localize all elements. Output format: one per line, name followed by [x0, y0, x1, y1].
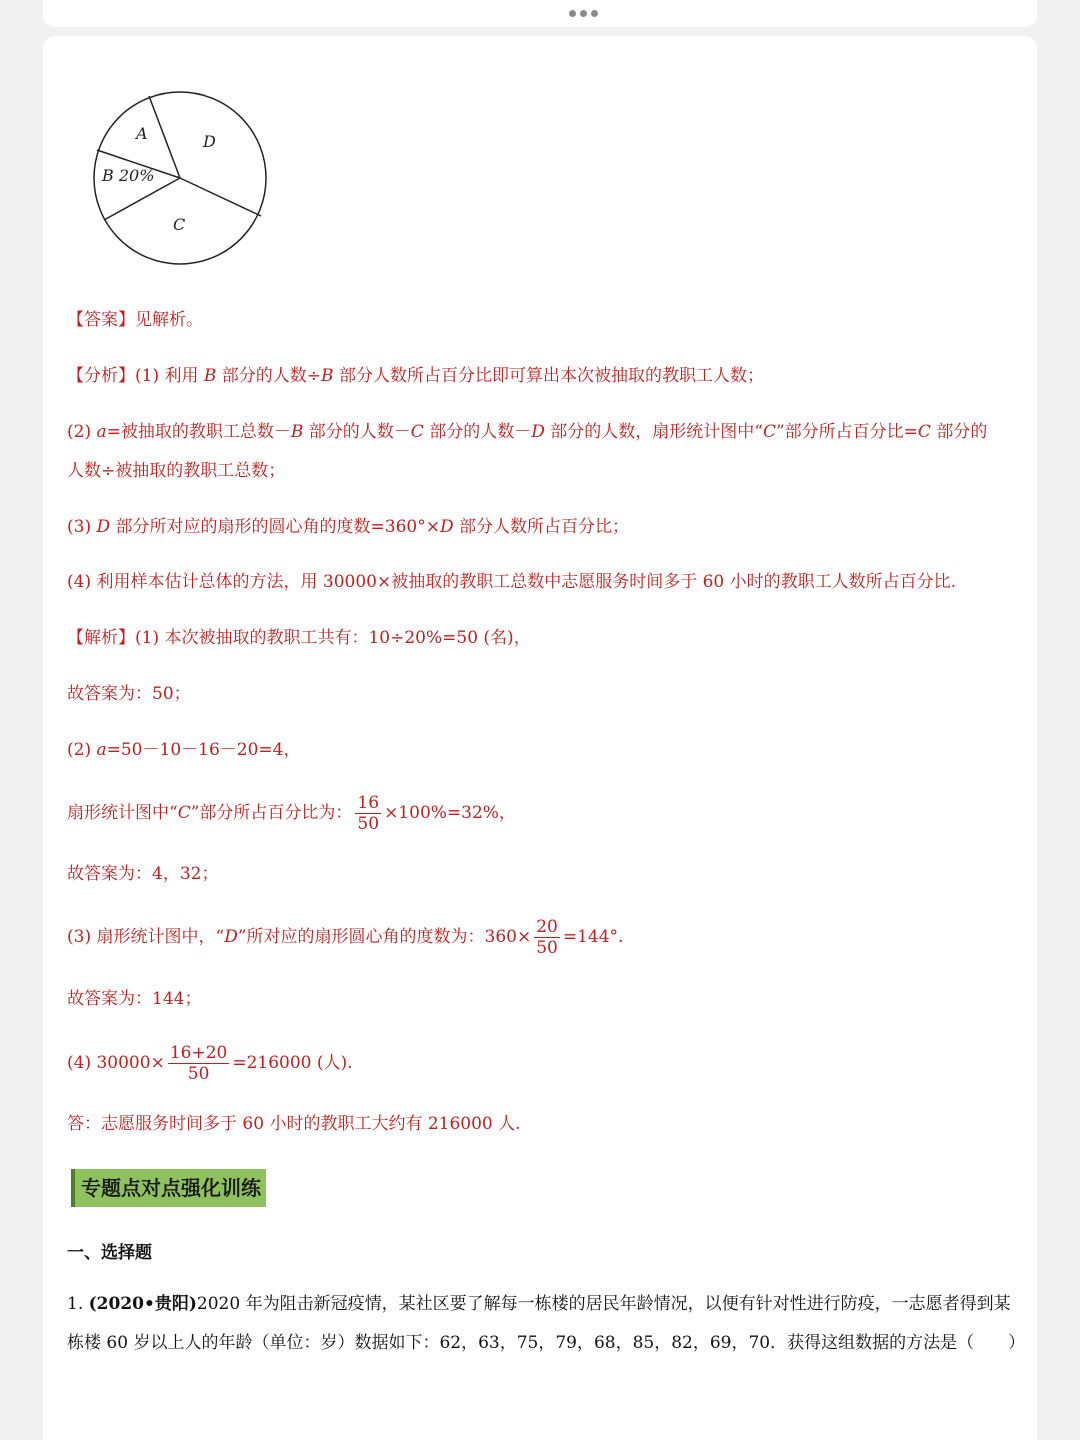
- document-page: [43, 36, 1037, 1440]
- fraction-20-50: $\frac{20}{50}$: [536, 917, 558, 958]
- previous-card: [43, 0, 1037, 27]
- final-answer: 答：志愿服务时间多于 60 小时的教职工大约有 216000 人.: [67, 1114, 521, 1134]
- answer-1: 故答案为：50；: [67, 684, 191, 704]
- solution-line-2: (2) a=50－10－16－20=4，: [67, 740, 301, 760]
- fraction-16-50: $\frac{16}{50}$: [357, 793, 380, 834]
- answer-2: 故答案为：4，32；: [67, 864, 219, 884]
- pie-label-d: D: [203, 132, 216, 151]
- answer-3: 故答案为：144；: [67, 989, 202, 1009]
- solution-line-3: (3) 扇形统计图中，“D”所对应的扇形圆心角的度数为：360× $\frac{20}{50}$ =144°.: [67, 917, 624, 958]
- question-1-line-2: 栋楼 60 岁以上人的年龄（单位：岁）数据如下：62，63，75，79，68，85，82，69，70．获得这组数据的方法是（ ）: [67, 1333, 1026, 1353]
- fraction-36-50: $\frac{16+20}{50}$: [169, 1043, 228, 1084]
- question-1-line-1: 1. (2020•贵阳)2020 年为阻击新冠疫情，某社区要了解每一栋楼的居民年龄情况，以便有针对性进行防疫，一志愿者得到某: [67, 1294, 1011, 1314]
- analysis-line-2: (2) a=被抽取的教职工总数－B 部分的人数－C 部分的人数－D 部分的人数，扇形统计图中“C”部分所占百分比=C 部分的: [67, 422, 988, 442]
- solution-line-4: (4) 30000× $\frac{16+20}{50}$ =216000 (人).: [67, 1043, 353, 1084]
- pie-chart: [93, 90, 273, 270]
- pie-label-b: B 20%: [102, 166, 155, 185]
- solution-line-1: 【解析】(1) 本次被抽取的教职工共有：10÷20%=50 (名)，: [67, 628, 531, 648]
- solution-line-2c: 扇形统计图中“C”部分所占百分比为： $\frac{16}{50}$ ×100%=32%，: [67, 793, 516, 834]
- analysis-line-4: (4) 利用样本估计总体的方法，用 30000×被抽取的教职工总数中志愿服务时间多于 60 小时的教职工人数所占百分比.: [67, 572, 957, 592]
- pie-divider-d-c: [180, 178, 261, 216]
- analysis-line-2-cont: 人数÷被抽取的教职工总数；: [67, 461, 286, 481]
- pie-label-c: C: [173, 215, 186, 234]
- pie-label-a: A: [136, 124, 148, 143]
- answer-line: 【答案】见解析。: [67, 310, 203, 330]
- section-heading: 一、选择题: [67, 1243, 152, 1263]
- analysis-line-1: 【分析】(1) 利用 B 部分的人数÷B 部分人数所占百分比即可算出本次被抽取的教职工人数；: [67, 366, 764, 386]
- more-options-icon[interactable]: [569, 10, 598, 17]
- analysis-line-3: (3) D 部分所对应的扇形的圆心角的度数=360°×D 部分人数所占百分比；: [67, 517, 630, 537]
- section-banner: 专题点对点强化训练: [75, 1169, 266, 1207]
